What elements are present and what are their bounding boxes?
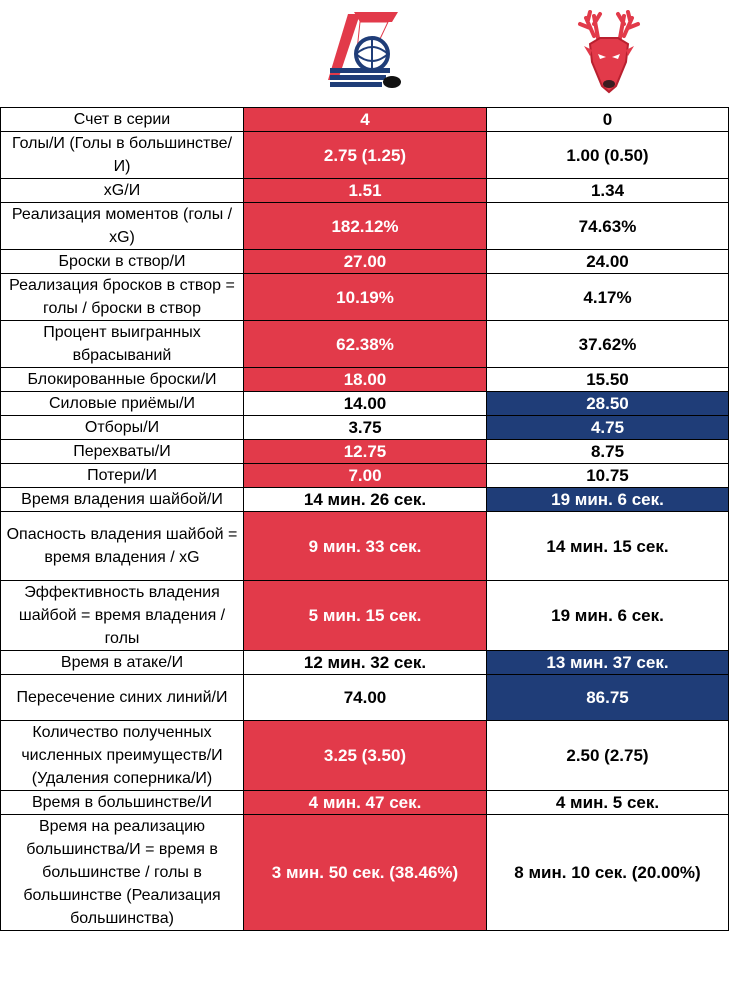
stat-label: Потери/И	[1, 464, 244, 488]
stats-row	[1, 512, 729, 581]
stats-row	[1, 721, 729, 791]
torpedo-value: 10.75	[487, 464, 729, 488]
lokomotiv-value: 12 мин. 32 сек.	[244, 651, 487, 675]
lokomotiv-value: 18.00	[244, 368, 487, 392]
torpedo-value: 13 мин. 37 сек.	[487, 651, 729, 675]
stats-row	[1, 132, 729, 179]
lokomotiv-value: 14 мин. 26 сек.	[244, 488, 487, 512]
stat-label: Броски в створ/И	[1, 250, 244, 274]
stat-label: Реализация бросков в створ = голы / броски в створ	[1, 274, 244, 321]
torpedo-value: 8.75	[487, 440, 729, 464]
stats-row	[1, 274, 729, 321]
stats-row	[1, 581, 729, 651]
torpedo-value: 4.17%	[487, 274, 729, 321]
stat-label: Силовые приёмы/И	[1, 392, 244, 416]
lokomotiv-value: 14.00	[244, 392, 487, 416]
stats-row	[1, 791, 729, 815]
stat-label: Процент выигранных вбрасываний	[1, 321, 244, 368]
lokomotiv-value: 27.00	[244, 250, 487, 274]
torpedo-value: 4.75	[487, 416, 729, 440]
stat-label: Отборы/И	[1, 416, 244, 440]
torpedo-value: 24.00	[487, 250, 729, 274]
stat-label: Голы/И (Голы в большинстве/И)	[1, 132, 244, 179]
stat-label: Счет в серии	[1, 108, 244, 132]
stat-label: Реализация моментов (голы / xG)	[1, 203, 244, 250]
lokomotiv-value: 3 мин. 50 сек. (38.46%)	[244, 815, 487, 931]
stat-label: Блокированные броски/И	[1, 368, 244, 392]
torpedo-value: 1.34	[487, 179, 729, 203]
lokomotiv-value: 3.25 (3.50)	[244, 721, 487, 791]
torpedo-value: 28.50	[487, 392, 729, 416]
stats-row	[1, 651, 729, 675]
lokomotiv-value: 7.00	[244, 464, 487, 488]
stats-row	[1, 203, 729, 250]
lokomotiv-value: 12.75	[244, 440, 487, 464]
stats-row	[1, 440, 729, 464]
torpedo-value: 19 мин. 6 сек.	[487, 581, 729, 651]
stats-table-body	[1, 108, 729, 931]
stats-comparison-table	[0, 107, 729, 931]
torpedo-value: 74.63%	[487, 203, 729, 250]
lokomotiv-value: 2.75 (1.25)	[244, 132, 487, 179]
torpedo-value: 0	[487, 108, 729, 132]
torpedo-value: 4 мин. 5 сек.	[487, 791, 729, 815]
lokomotiv-logo-icon	[326, 10, 406, 96]
lokomotiv-value: 3.75	[244, 416, 487, 440]
stat-label: Опасность владения шайбой = время владения / xG	[1, 512, 244, 581]
stats-row	[1, 108, 729, 132]
torpedo-value: 19 мин. 6 сек.	[487, 488, 729, 512]
lokomotiv-value: 4	[244, 108, 487, 132]
stat-label: Время на реализацию большинства/И = время в большинстве / голы в большинстве (Реализация большинства)	[1, 815, 244, 931]
stats-row	[1, 321, 729, 368]
stats-row	[1, 488, 729, 512]
stat-label: xG/И	[1, 179, 244, 203]
torpedo-value: 2.50 (2.75)	[487, 721, 729, 791]
stat-label: Перехваты/И	[1, 440, 244, 464]
stats-row	[1, 416, 729, 440]
stats-row	[1, 675, 729, 721]
stats-row	[1, 464, 729, 488]
stats-row	[1, 368, 729, 392]
lokomotiv-value: 1.51	[244, 179, 487, 203]
stats-row	[1, 250, 729, 274]
lokomotiv-value: 5 мин. 15 сек.	[244, 581, 487, 651]
stats-row	[1, 392, 729, 416]
team-logos-header	[0, 0, 730, 105]
stats-row	[1, 179, 729, 203]
torpedo-value: 1.00 (0.50)	[487, 132, 729, 179]
lokomotiv-value: 4 мин. 47 сек.	[244, 791, 487, 815]
torpedo-value: 37.62%	[487, 321, 729, 368]
stat-label: Время в атаке/И	[1, 651, 244, 675]
torpedo-value: 8 мин. 10 сек. (20.00%)	[487, 815, 729, 931]
torpedo-value: 14 мин. 15 сек.	[487, 512, 729, 581]
stat-label: Количество полученных численных преимуществ/И (Удаления соперника/И)	[1, 721, 244, 791]
lokomotiv-value: 74.00	[244, 675, 487, 721]
lokomotiv-value: 182.12%	[244, 203, 487, 250]
torpedo-value: 86.75	[487, 675, 729, 721]
torpedo-value: 15.50	[487, 368, 729, 392]
stat-label: Пересечение синих линий/И	[1, 675, 244, 721]
stats-row	[1, 815, 729, 931]
lokomotiv-value: 9 мин. 33 сек.	[244, 512, 487, 581]
stat-label: Эффективность владения шайбой = время владения / голы	[1, 581, 244, 651]
lokomotiv-value: 10.19%	[244, 274, 487, 321]
torpedo-deer-icon	[576, 10, 642, 96]
stat-label: Время владения шайбой/И	[1, 488, 244, 512]
stat-label: Время в большинстве/И	[1, 791, 244, 815]
lokomotiv-value: 62.38%	[244, 321, 487, 368]
